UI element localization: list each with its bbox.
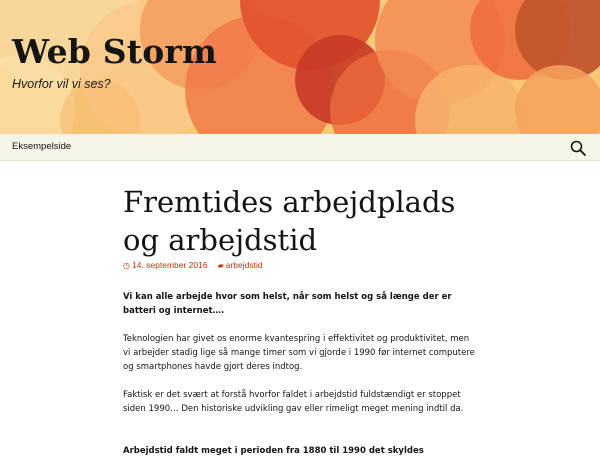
post-paragraph: Faktisk er det svært at forstå hvorfor faldet i arbejdstid fuldstændigt er stoppet siden 1990… Den historiske udvikling gav eller rimeligt meget mening indtil da.: [123, 390, 464, 414]
main-navigation: [0, 134, 600, 161]
post-title[interactable]: Fremtides arbejdplads og arbejdstid: [123, 185, 456, 257]
post-paragraph: Arbejdstid faldt meget i perioden fra 1880 til 1990 det skyldes: [123, 446, 424, 456]
folder-icon: ▰: [217, 261, 224, 270]
post-paragraph: Teknologien har givet os enorme kvantespring i effektivitet og produktivitet, men vi arbejder stadig lige så mange timer som vi gjorde i 1990 før internet computere og smartphones havde gjort deres indtog.: [123, 334, 475, 372]
nav-item-eksempelside[interactable]: Eksempelside: [12, 141, 72, 152]
post-category[interactable]: arbejdstid: [225, 260, 263, 270]
post-date[interactable]: 14. september 2016: [131, 260, 208, 270]
clock-icon: ◷: [123, 261, 130, 270]
post-paragraph: Vi kan alle arbejde hvor som helst, når som helst og så længe der er batteri og internet….: [123, 292, 452, 316]
site-description: Hvorfor vil vi ses?: [12, 77, 111, 91]
post-meta: [123, 260, 263, 270]
site-header: [0, 0, 600, 134]
search-icon[interactable]: [569, 139, 587, 157]
site-title[interactable]: Web Storm: [12, 32, 218, 71]
